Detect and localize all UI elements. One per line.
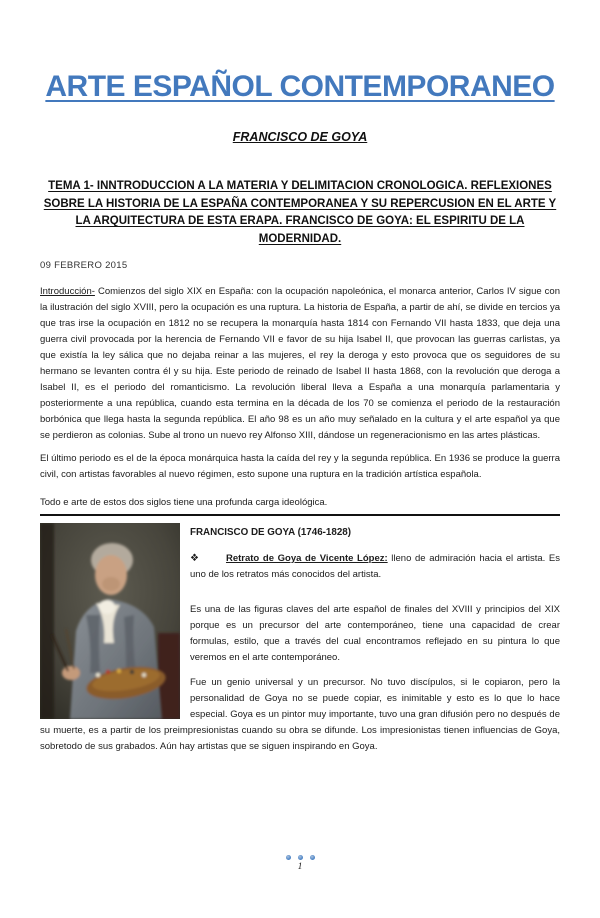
footer-dot-icon [286, 855, 291, 860]
paragraph-genio-universal: Fue un genio universal y un precursor. No tuvo discípulos, si le copiaron, pero la personalidad de Goya no se puede copiar, es inimitable y esto es lo que lo hace especial. Goya es un pintor muy importante, tuvo una gran difusión pero no después de su muerte, es a partir de los preimpresionistas cuando su obra se difunde. Los impresionistas tienen influencias de Goya, sobretodo de sus grabados. Aún hay artistas que se siguen inspirando en Goya. [40, 677, 560, 752]
document-subtitle: FRANCISCO DE GOYA [232, 130, 368, 144]
tema-heading: TEMA 1- INNTRODUCCION A LA MATERIA Y DELIMITACION CRONOLOGICA. REFLEXIONES SOBRE LA HISTORIA DE LA ESPAÑA CONTEMPORANEA Y SU REPERCUSION EN EL ARTE Y LA ARQUITECTURA DE ESTA ERAPA. FRANCISCO DE GOYA: EL ESPIRITU DE LA MODERNIDAD. [43, 180, 557, 245]
document-title: ARTE ESPAÑOL CONTEMPORANEO [45, 70, 555, 103]
page-footer [0, 855, 600, 872]
goya-section [40, 523, 560, 755]
bullet-item-text: lleno de admiración hacia el artista. Es uno de los retratos más conocidos del artista. [190, 553, 561, 580]
goya-painting-graphic [40, 523, 180, 719]
page-number: 1 [297, 862, 303, 872]
bullet-item-title: Retrato de Goya de Vicente López: [225, 553, 388, 564]
goya-portrait-image[interactable] [40, 523, 180, 719]
diamond-bullet-icon: ❖ [190, 553, 200, 564]
footer-dot-icon [310, 855, 315, 860]
document-page [0, 70, 600, 918]
paragraph-ultimo-periodo: El último periodo es el de la época monárquica hasta la caída del rey y la segunda república. En 1936 se produce la guerra civil, con artistas favorables al nuevo régimen, esto supone una ruptura en la tradición artística española. [40, 453, 560, 480]
intro-text: Comienzos del siglo XIX en España: con la ocupación napoleónica, el monarca anterior, Carlos IV sigue con la ilustración del siglo XVIII, pero la ocupación es una ruptura. La historia de España, a partir de ahí, se divide en tercios ya que tras irse la ocupación en 1812 no se recupera la monarquía hasta 1814 con Fernando VII hasta 1833, que deja una guerra civil provocada por la herencia de Fernando VII e favor de su hija Isabel II, que provocan las guerras carlistas, ya que existía la ley sálica que no dejaba reinar a las mujeres, el rey la deroga y esto provoca que os seguidores de su hermano se levanten contra él y su hija. Este periodo de reinado de Isabel II hasta 1868, con la revolución que deroga a Isabel II, es el periodo del romanticismo. La revolución liberal lleva a España a una monarquía parlamentaria y posteriormente a una república, cuando esta termina en la década de los 70 se comienza el periodo de la restauración borbónica que llega hasta la segunda república. El año 98 es un año muy señalado en la cultura y el arte español ya que se perdieron as colonias. Sube al trono un nuevo rey Alfonso XIII, dándose un regeneracionismo en las artes plásticas. [40, 286, 560, 441]
intro-paragraph [40, 284, 560, 444]
paragraph-carga-ideologica: Todo e arte de estos dos siglos tiene una profunda carga ideológica. [40, 495, 560, 516]
footer-dot-icon [298, 855, 303, 860]
date-line: 09 FEBRERO 2015 [40, 260, 128, 271]
section-heading: FRANCISCO DE GOYA (1746-1828) [190, 527, 351, 538]
paragraph-figuras-claves: Es una de las figuras claves del arte español de finales del XVIII y principios del XIX porque es un precursor del arte contemporáneo, tiene una capacidad de crear formulas, estilo, que a través del cual encontramos reflejado en su pintura lo que veremos en el arte contemporáneo. [190, 604, 560, 663]
footer-dots-icon [0, 855, 600, 860]
intro-label: Introducción- [40, 286, 95, 297]
